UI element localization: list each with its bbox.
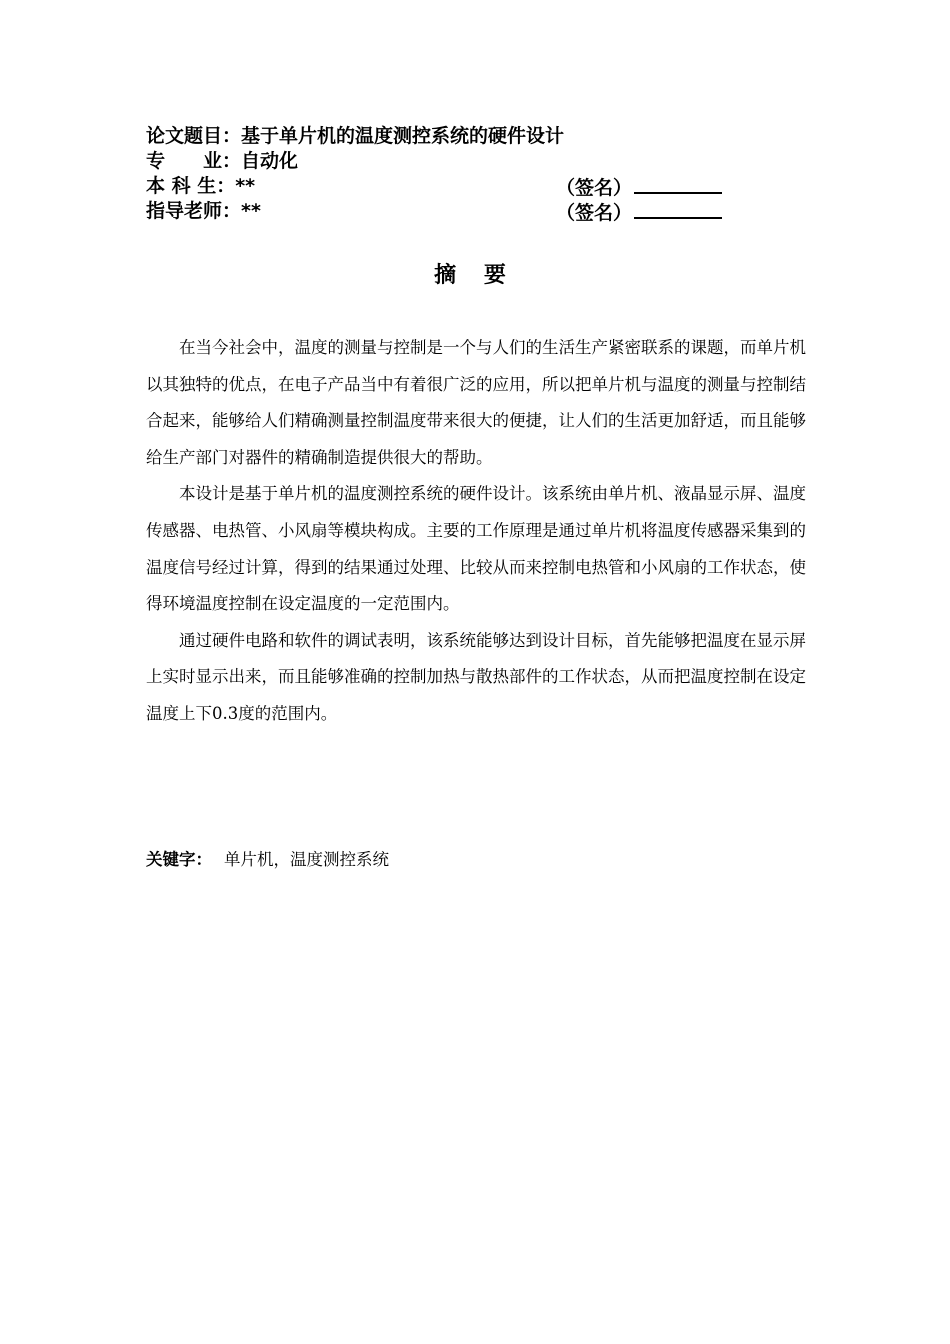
abstract-body xyxy=(146,330,806,733)
thesis-title-row xyxy=(146,124,806,149)
abstract-paragraph-2: 本设计是基于单片机的温度测控系统的硬件设计。该系统由单片机、液晶显示屏、温度传感器、电热管、小风扇等模块构成。主要的工作原理是通过单片机将温度传感器采集到的温度信号经过计算，得到的结果通过处理、比较从而来控制电热管和小风扇的工作状态，使得环境温度控制在设定温度的一定范围内。 xyxy=(146,484,806,614)
keywords-label: 关键字： xyxy=(146,850,212,869)
thesis-header xyxy=(146,124,806,224)
keywords-value: 单片机，温度测控系统 xyxy=(224,850,389,869)
abstract-paragraph-3: 通过硬件电路和软件的调试表明，该系统能够达到设计目标，首先能够把温度在显示屏上实时显示出来，而且能够准确的控制加热与散热部件的工作状态，从而把温度控制在设定温度上下0.3度的范围内。 xyxy=(146,630,806,723)
advisor-signature xyxy=(556,199,722,226)
advisor-sign-label: （签名） xyxy=(556,202,633,224)
student-sign-line xyxy=(634,174,722,194)
thesis-title: 论文题目：基于单片机的温度测控系统的硬件设计 xyxy=(146,125,565,147)
student-value: ** xyxy=(235,175,256,197)
advisor-value: ** xyxy=(241,200,261,222)
major-value: ：自动化 xyxy=(222,150,299,172)
advisor-sign-line xyxy=(634,199,722,219)
advisor-label: 指导老师： xyxy=(146,200,242,222)
student-signature xyxy=(556,174,722,201)
student-sign-label: （签名） xyxy=(556,177,633,199)
abstract-paragraph-1: 在当今社会中，温度的测量与控制是一个与人们的生活生产紧密联系的课题，而单片机以其独特的优点，在电子产品当中有着很广泛的应用，所以把单片机与温度的测量与控制结合起来，能够给人们精确测量控制温度带来很大的便捷，让人们的生活更加舒适，而且能够给生产部门对器件的精确制造提供很大的帮助。 xyxy=(146,338,806,467)
student-row xyxy=(146,174,806,199)
major-row xyxy=(146,149,806,174)
abstract-title: 摘 要 xyxy=(434,263,516,288)
student-label: 本 科 生： xyxy=(146,175,236,197)
advisor-row xyxy=(146,199,806,224)
major-label: 专 业 xyxy=(146,150,223,172)
keywords xyxy=(146,848,389,872)
